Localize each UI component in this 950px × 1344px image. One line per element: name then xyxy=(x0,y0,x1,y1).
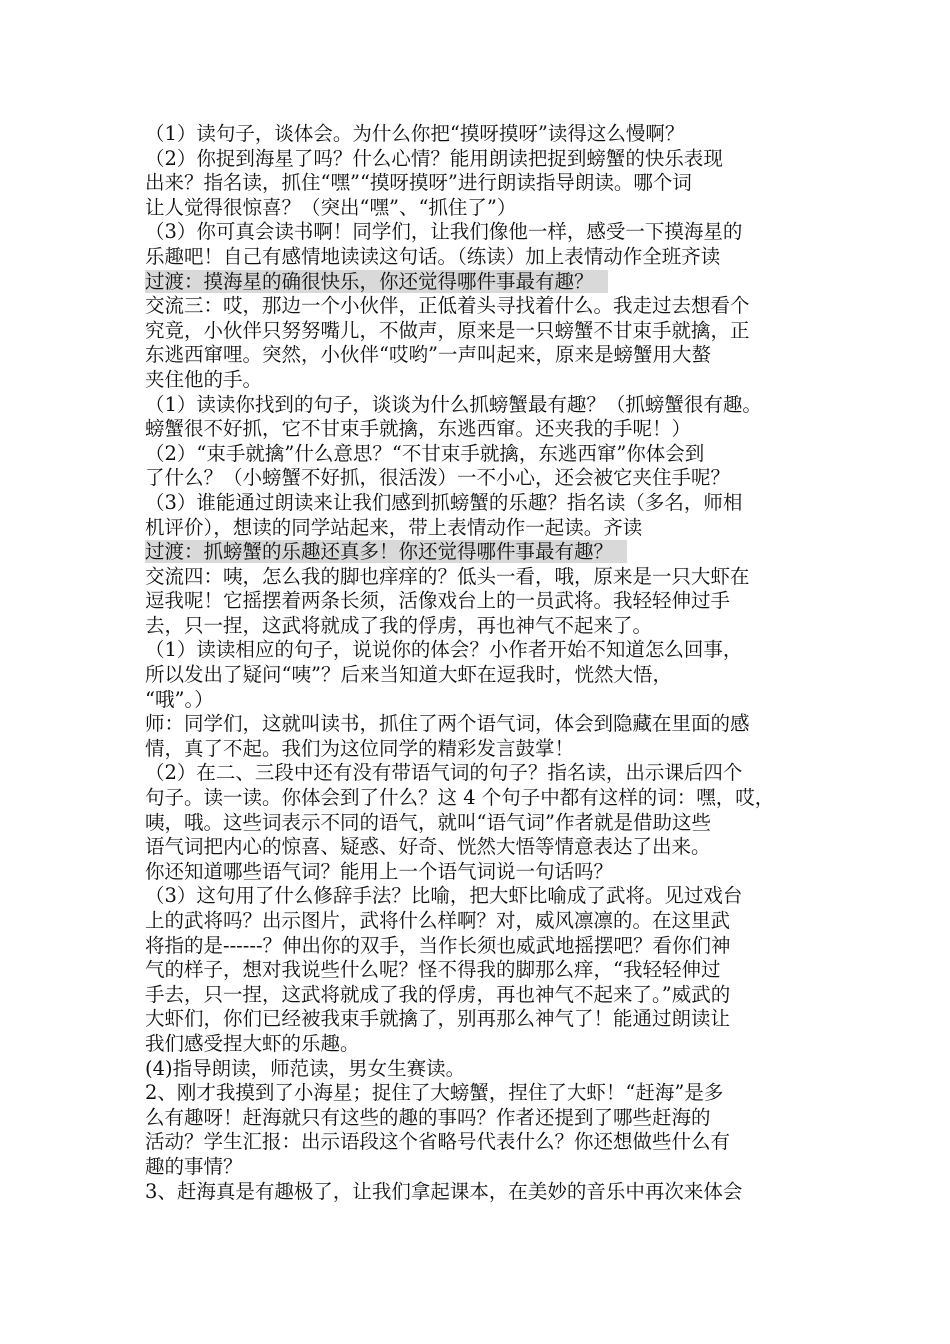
text-line: 将指的是------？伸出你的双手，当作长须也威武地摇摆吧？看你们神 xyxy=(145,933,731,957)
text-line: 2、刚才我摸到了小海星；捉住了大螃蟹，捏住了大虾！“赶海”是多 xyxy=(145,1081,724,1105)
text-line: 逗我呢！它摇摆着两条长须，活像戏台上的一员武将。我轻轻伸过手 xyxy=(145,589,731,613)
text-line: 所以发出了疑问“咦”？后来当知道大虾在逗我时，恍然大悟， xyxy=(145,663,672,687)
text-line: 师：同学们，这就叫读书，抓住了两个语气词，体会到隐藏在里面的感 xyxy=(145,712,750,736)
text-line: 我们感受捏大虾的乐趣。 xyxy=(145,1031,360,1055)
text-line: 趣的事情？ xyxy=(145,1154,243,1178)
transition-line xyxy=(145,540,825,565)
text-line: 活动？学生汇报：出示语段这个省略号代表什么？你还想做些什么有 xyxy=(145,1130,731,1154)
text-line: 手去，只一捏，这武将就成了我的俘虏，再也神气不起来了。”威武的 xyxy=(145,982,731,1006)
text-line: “哦”。） xyxy=(145,687,214,711)
text-line: （1）读读相应的句子，说说你的体会？小作者开始不知道怎么回事， xyxy=(145,638,743,662)
document-body xyxy=(145,122,825,1204)
text-line: （2）“束手就擒”什么意思？“不甘束手就擒，东逃西窜”你体会到 xyxy=(145,441,705,465)
text-line: （3）这句用了什么修辞手法？比喻，把大虾比喻成了武将。见过戏台 xyxy=(145,884,743,908)
text-line: 究竟，小伙伴只努努嘴儿，不做声，原来是一只螃蟹不甘束手就擒，正 xyxy=(145,318,750,342)
text-line: （3）你可真会读书啊！同学们，让我们像他一样，感受一下摸海星的 xyxy=(145,220,743,244)
text-line: 气的样子，想对我说些什么呢？怪不得我的脚那么痒，“我轻轻伸过 xyxy=(145,958,721,982)
text-line: （1）读句子，谈体会。为什么你把“摸呀摸呀”读得这么慢啊？ xyxy=(145,122,685,145)
text-line: 句子。读一读。你体会到了什么？这 4 个句子中都有这样的词：嘿，哎， xyxy=(145,786,775,810)
text-line: 交流三：哎，那边一个小伙伴，正低着头寻找着什么。我走过去想看个 xyxy=(145,294,750,318)
text-line: （2）你捉到海星了吗？什么心情？能用朗读把捉到螃蟹的快乐表现 xyxy=(145,146,723,170)
text-line: 交流四：咦，怎么我的脚也痒痒的？低头一看，哦，原来是一只大虾在 xyxy=(145,564,750,588)
text-line: 情，真了不起。我们为这位同学的精彩发言鼓掌！ xyxy=(145,736,575,760)
text-line: 机评价），想读的同学站起来，带上表情动作一起读。齐读 xyxy=(145,515,643,539)
text-line: 你还知道哪些语气词？能用上一个语气词说一句话吗？ xyxy=(145,859,614,883)
text-line: (4)指导朗读，师范读，男女生赛读。 xyxy=(145,1056,466,1080)
text-line: 东逃西窜哩。突然，小伙伴“哎哟”一声叫起来，原来是螃蟹用大螯 xyxy=(145,343,711,367)
highlighted-transition: 过渡：摸海星的确很快乐，你还觉得哪件事最有趣？ xyxy=(145,270,608,293)
text-line: 乐趣吧！自己有感情地读读这句话。（练读）加上表情动作全班齐读 xyxy=(145,244,721,268)
text-line: （2）在二、三段中还有没有带语气词的句子？指名读，出示课后四个 xyxy=(145,761,743,785)
text-line: 去，只一捏，这武将就成了我的俘虏，再也神气不起来了。 xyxy=(145,613,653,637)
text-line: （1）读读你找到的句子，谈谈为什么抓螃蟹最有趣？（抓螃蟹很有趣。 xyxy=(145,392,762,416)
transition-line xyxy=(145,270,825,295)
text-line: 大虾们，你们已经被我束手就擒了，别再那么神气了！能通过朗读让 xyxy=(145,1007,731,1031)
text-line: 夹住他的手。 xyxy=(145,367,263,391)
text-line: 螃蟹很不好抓，它不甘束手就擒，东逃西窜。还夹我的手呢！） xyxy=(145,417,692,441)
text-line: 上的武将吗？出示图片，武将什么样啊？对，威风凛凛的。在这里武 xyxy=(145,909,731,932)
text-line: 出来？指名读，抓住“嘿”“摸呀摸呀”进行朗读指导朗读。哪个词 xyxy=(145,171,692,195)
text-line: 了什么？（小螃蟹不好抓，很活泼）一不小心，还会被它夹住手呢？ xyxy=(145,466,731,490)
text-line: 3、赶海真是有趣极了，让我们拿起课本，在美妙的音乐中再次来体会 xyxy=(145,1179,743,1203)
text-line: 咦，哦。这些词表示不同的语气，就叫“语气词”作者就是借助这些 xyxy=(145,810,711,834)
highlighted-transition: 过渡：抓螃蟹的乐趣还真多！你还觉得哪件事最有趣？ xyxy=(145,540,627,563)
text-line: 么有趣呀！赶海就只有这些的趣的事吗？作者还提到了哪些赶海的 xyxy=(145,1105,711,1129)
text-line: （3）谁能通过朗读来让我们感到抓螃蟹的乐趣？指名读（多名，师相 xyxy=(145,490,743,514)
text-line: 让人觉得很惊喜？（突出“嘿”、“抓住了”） xyxy=(145,195,517,219)
text-line: 语气词把内心的惊喜、疑惑、好奇、恍然大悟等情意表达了出来。 xyxy=(145,835,711,859)
